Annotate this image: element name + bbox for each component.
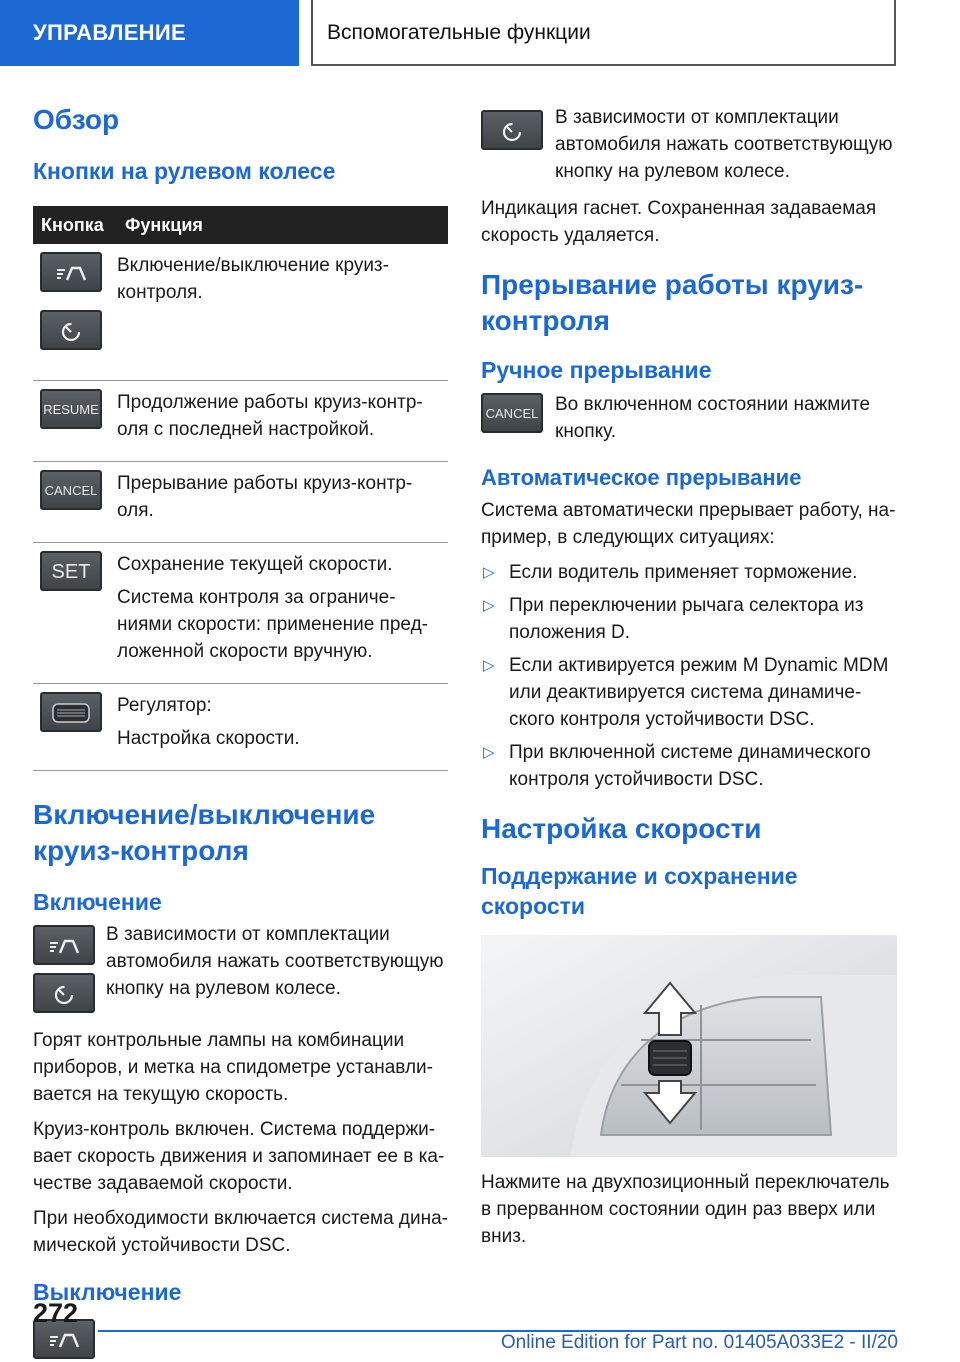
page-header [0, 0, 960, 66]
rocker-switch-icon [40, 692, 102, 732]
rocker-switch-illustration [481, 935, 897, 1157]
heading-interrupt: Прерывание работы круиз-контроля [481, 269, 864, 336]
paragraph: При необходимости включается система дина-мической устойчивости DSC. [33, 1208, 449, 1256]
paragraph: Индикация гаснет. Сохраненная задаваемая скорость удаляется. [481, 198, 877, 246]
buttons-table [33, 206, 448, 771]
speed-limiter-icon [40, 310, 102, 350]
function-text: Продолжение работы круиз-контр-оля с последней настройкой. [117, 392, 423, 440]
off-instruction [481, 104, 897, 185]
manual-text: Во включенном состоянии нажмите кнопку. [555, 394, 871, 442]
speed-limiter-icon [481, 110, 543, 150]
function-text: Прерывание работы круиз-контр-оля. [117, 473, 413, 521]
heading-auto: Автоматическое прерывание [481, 465, 802, 490]
list-item: ▷ При переключении рычага селектора из положения D. [481, 592, 897, 646]
edition-text[interactable]: Online Edition for Part no. 01405A033E2 - II/20 [500, 1332, 898, 1353]
function-text: Настройка скорости. [117, 728, 300, 749]
table-header [33, 206, 448, 244]
auto-text: Система автоматически прерывает работу, на-пример, в следующих ситуациях: [481, 500, 896, 548]
right-column [481, 104, 897, 1250]
steering-wheel-photo [481, 935, 897, 1157]
list-item: ▷ Если водитель применяет торможение. [481, 559, 897, 586]
col-function-header: Функция [117, 206, 448, 244]
on-instruction [33, 921, 448, 1015]
set-button-icon: SET [40, 551, 102, 591]
heading-overview: Обзор [33, 104, 120, 135]
paragraph: Горят контрольные лампы на комбинации приборов, и метка на спидометре устанавли-вается на текущую скорость. [33, 1030, 433, 1105]
off-text: В зависимости от комплектации автомобиля нажать соответствующую кнопку на рулевом колесе. [555, 107, 893, 182]
left-column [33, 100, 448, 1359]
photo-caption: Нажмите на двухпозиционный переключатель в прерванном состоянии один раз вверх или вниз. [481, 1172, 890, 1247]
heading-buttons: Кнопки на рулевом колесе [33, 158, 336, 184]
col-button-header: Кнопка [33, 206, 117, 244]
cancel-button-icon: CANCEL [40, 470, 102, 510]
page-number: 272 [33, 1298, 79, 1328]
paragraph: Круиз-контроль включен. Система поддержи-вает скорость движения и запоминает ее в ка-честве задаваемой скорости. [33, 1119, 445, 1194]
table-row [33, 381, 448, 462]
function-text: Система контроля за ограниче-ниями скорости: применение пред-ложенной скорости вручную. [117, 587, 428, 662]
table-row [33, 543, 448, 684]
heading-off: Выключение [33, 1279, 182, 1305]
heading-speed: Настройка скорости [481, 813, 762, 844]
heading-on: Включение [33, 889, 162, 915]
table-row [33, 244, 448, 381]
table-row [33, 462, 448, 543]
chapter-title: Вспомогательные функции [311, 0, 896, 66]
speed-limiter-icon [33, 973, 95, 1013]
table-row [33, 684, 448, 771]
list-item: ▷ При включенной системе динамического контроля устойчивости DSC. [481, 739, 897, 793]
section-tab[interactable]: УПРАВЛЕНИЕ [0, 0, 299, 66]
heading-onoff: Включение/выключение круиз-контроля [33, 799, 376, 866]
resume-button-icon: RESUME [40, 389, 102, 429]
auto-conditions-list [481, 559, 897, 793]
manual-instruction [481, 391, 897, 447]
list-item: ▷ Если активируется режим M Dynamic MDM или деактивируется система динамиче-ского контроля устойчивости DSC. [481, 652, 897, 733]
cancel-button-icon: CANCEL [481, 393, 543, 433]
function-text: Сохранение текущей скорости. [117, 554, 393, 575]
function-text: Включение/выключение круиз-контроля. [117, 255, 389, 303]
cruise-control-icon [40, 252, 102, 292]
cruise-control-icon [33, 925, 95, 965]
on-text: В зависимости от комплектации автомобиля нажать соответствующую кнопку на рулевом колесе. [106, 924, 444, 999]
heading-hold: Поддержание и сохранение скорости [481, 863, 798, 919]
function-text: Регулятор: [117, 695, 212, 716]
heading-manual: Ручное прерывание [481, 357, 712, 383]
